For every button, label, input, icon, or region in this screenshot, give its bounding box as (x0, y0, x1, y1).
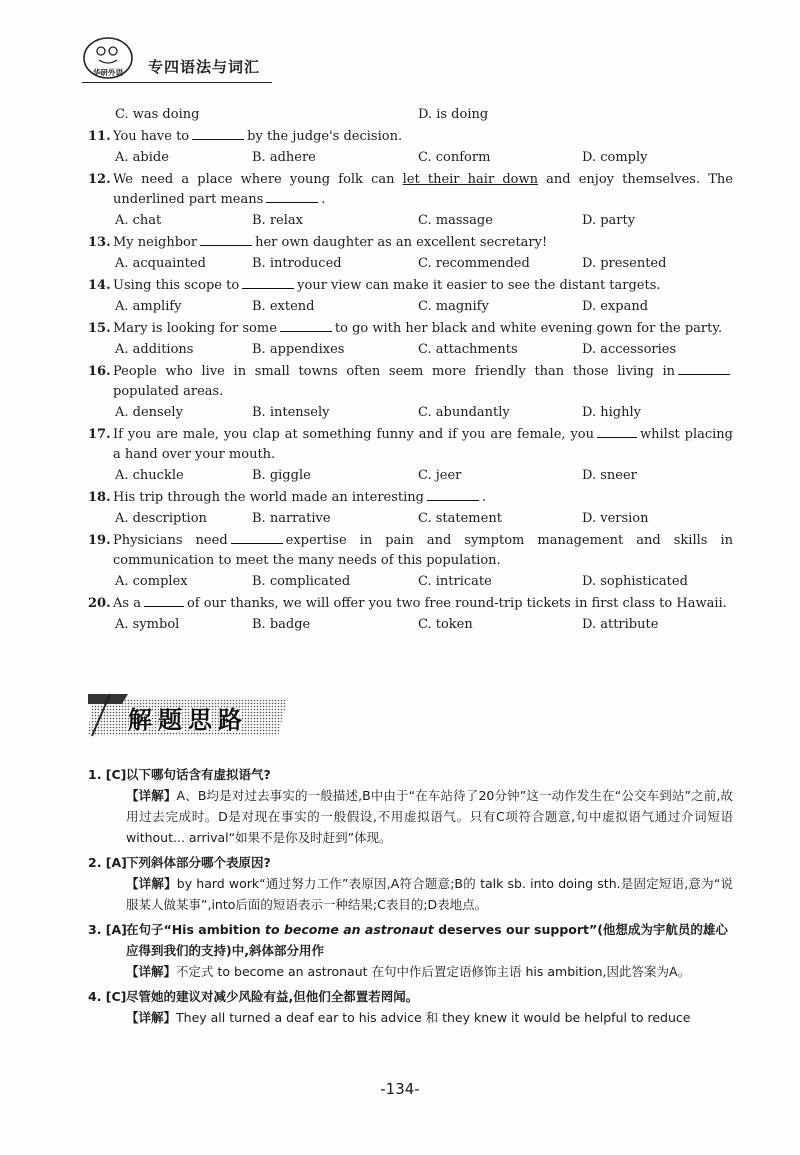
answer-blank (280, 319, 332, 332)
option: D. sneer (582, 468, 637, 483)
option: C. attachments (418, 342, 518, 357)
header-divider (82, 82, 272, 83)
option: B. appendixes (252, 342, 345, 357)
option: C. jeer (418, 468, 462, 483)
answer-key: 3. [A] (88, 922, 127, 937)
question-20: 20. As a of our thanks, we will offer you two free round-trip tickets in first class to Hawaii. A. symbol B. badge C. token D. attribute (88, 594, 733, 635)
page-header (82, 36, 742, 86)
question-11: 11. You have to by the judge's decision. A. abide B. adhere C. conform D. comply (88, 127, 733, 168)
logo-text: 华研外语 (93, 68, 123, 77)
publisher-logo (82, 36, 134, 80)
option: B. introduced (252, 256, 342, 271)
option: A. complex (115, 574, 188, 589)
detail-label: 【详解】 (126, 1010, 177, 1025)
option: D. version (582, 511, 649, 526)
question-13: 13. My neighbor her own daughter as an excellent secretary! A. acquainted B. introduced C. recommended D. presented (88, 233, 733, 274)
answer-blank (200, 233, 252, 246)
answer-blank (231, 531, 283, 544)
answer-2: 2. [A] 下列斜体部分哪个表原因? 【详解】by hard work“通过努力工作”表原因,A符合题意;B的 talk sb. into doing sth.是固定短语,意为“说服某人做某事”,into后面的短语表示一种结果;C表目的;D表地点。 (88, 852, 733, 915)
option: A. acquainted (115, 256, 206, 271)
option: B. giggle (252, 468, 311, 483)
option: B. adhere (252, 150, 316, 165)
option: D. sophisticated (582, 574, 688, 589)
answer-blank (242, 276, 294, 289)
option: B. relax (252, 213, 303, 228)
answer-4: 4. [C] 尽管她的建议对减少风险有益,但他们全都置若罔闻。 【详解】They all turned a deaf ear to his advice 和 they knew it would be helpful to reduce (88, 986, 733, 1028)
option: C. was doing (115, 107, 200, 122)
question-number: 17. (88, 427, 111, 442)
answer-blank (427, 488, 479, 501)
option: B. badge (252, 617, 311, 632)
question-18: 18. His trip through the world made an interesting . A. description B. narrative C. statement D. version (88, 488, 733, 529)
question-number: 13. (88, 235, 111, 250)
answer-key: 1. [C] (88, 767, 127, 782)
underlined-phrase: let their hair down (402, 172, 538, 187)
question-12: 12. We need a place where young folk can let their hair down and enjoy themselves. The underlined part means . A. chat B. relax C. massage D. party (88, 170, 733, 231)
option: B. extend (252, 299, 315, 314)
answer-3: 3. [A] 在句子“His ambition to become an astronaut deserves our support”(他想成为宇航员的雄心应得到我们的支持)中,斜体部分用作 【详解】不定式 to become an astronaut 在句中作后置定语修饰主语 his ambition,因此答案为A。 (88, 919, 733, 982)
option: C. token (418, 617, 473, 632)
option: C. massage (418, 213, 493, 228)
answer-blank (266, 190, 318, 203)
option: D. accessories (582, 342, 677, 357)
option: D. comply (582, 150, 648, 165)
option: A. additions (115, 342, 194, 357)
section-banner (88, 690, 298, 742)
option: A. chat (115, 213, 162, 228)
question-number: 16. (88, 364, 111, 379)
option: B. complicated (252, 574, 351, 589)
option: C. abundantly (418, 405, 510, 420)
answer-blank (192, 127, 244, 140)
question-list (88, 104, 733, 637)
question-number: 14. (88, 278, 111, 293)
answer-key: 2. [A] (88, 855, 127, 870)
detail-label: 【详解】 (126, 876, 177, 891)
option: A. chuckle (115, 468, 184, 483)
option: B. narrative (252, 511, 331, 526)
option: C. magnify (418, 299, 489, 314)
option: C. conform (418, 150, 491, 165)
option: D. attribute (582, 617, 659, 632)
option: D. is doing (418, 107, 489, 122)
question-number: 15. (88, 321, 111, 336)
question-15: 15. Mary is looking for some to go with her black and white evening gown for the party. A. additions B. appendixes C. attachments D. accessories (88, 319, 733, 360)
question-19: 19. Physicians need expertise in pain and symptom management and skills in communication to meet the many needs of this population. A. complex B. complicated C. intricate D. sophisticated (88, 531, 733, 592)
question-number: 11. (88, 129, 111, 144)
option: A. amplify (115, 299, 182, 314)
option: B. intensely (252, 405, 330, 420)
question-number: 20. (88, 596, 111, 611)
option: C. recommended (418, 256, 530, 271)
question-number: 12. (88, 172, 111, 187)
answer-explanations (88, 764, 733, 1032)
question-14: 14. Using this scope to your view can make it easier to see the distant targets. A. amplify B. extend C. magnify D. expand (88, 276, 733, 317)
option: D. presented (582, 256, 667, 271)
answer-1: 1. [C] 以下哪句话含有虚拟语气? 【详解】A、B均是对过去事实的一般描述,B中由于“在车站待了20分钟”这一动作发生在“公交车到站”之前,故用过去完成时。D是对现在事实的一般假设,不用虚拟语气。只有C项符合题意,句中虚拟语气通过介词短语 without... arrival“如果不是你及时赶到”体现。 (88, 764, 733, 848)
question-16: 16. People who live in small towns often seem more friendly than those living inpopulated areas. A. densely B. intensely C. abundantly D. highly (88, 362, 733, 423)
answer-blank (678, 362, 730, 375)
answer-blank (597, 425, 637, 438)
question-17: 17. If you are male, you clap at something funny and if you are female, you whilst placing a hand over your mouth. A. chuckle B. giggle C. jeer D. sneer (88, 425, 733, 486)
book-title: 专四语法与词汇 (148, 58, 261, 76)
option: C. intricate (418, 574, 492, 589)
question-number: 19. (88, 533, 111, 548)
option: A. abide (115, 150, 169, 165)
option: A. description (115, 511, 207, 526)
option: A. symbol (115, 617, 180, 632)
page-number: -134- (380, 1080, 420, 1098)
detail-label: 【详解】 (126, 964, 177, 979)
section-title: 解题思路 (128, 706, 248, 734)
italic-phrase: to become an astronaut (265, 922, 434, 937)
question-10-options-tail (88, 104, 733, 125)
answer-key: 4. [C] (88, 989, 127, 1004)
answer-blank (144, 594, 184, 607)
option: A. densely (115, 405, 183, 420)
detail-label: 【详解】 (126, 788, 177, 803)
question-number: 18. (88, 490, 111, 505)
option: D. expand (582, 299, 649, 314)
option: D. party (582, 213, 636, 228)
option: C. statement (418, 511, 502, 526)
option: D. highly (582, 405, 641, 420)
